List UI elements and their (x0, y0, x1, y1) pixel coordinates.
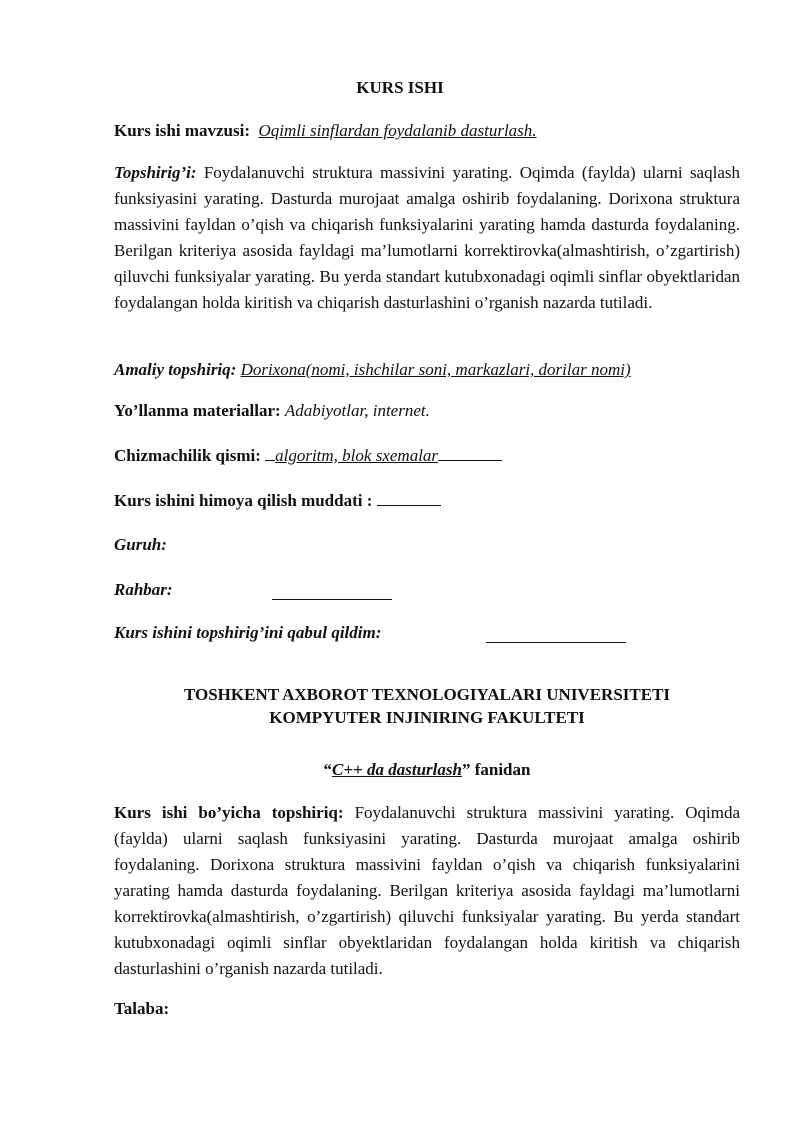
fan-suffix: ” fanidan (461, 760, 531, 779)
chizmachilik-line (114, 443, 740, 469)
kurs-topshiriq-label: Kurs ishi bo’yicha topshiriq: (114, 803, 344, 822)
chizmachilik-blank-right (438, 444, 502, 461)
rahbar-label: Rahbar: (114, 580, 173, 599)
qabul-line (114, 620, 740, 646)
rahbar-line (114, 577, 740, 603)
yollanma-value: Adabiyotlar, internet. (284, 401, 430, 420)
chizmachilik-value: algoritm, blok sxemalar (275, 446, 439, 465)
topshiriq-paragraph (114, 160, 740, 316)
qabul-signature-blank (486, 626, 626, 643)
guruh-label: Guruh: (114, 535, 167, 554)
kurs-topshiriq-text: Foydalanuvchi struktura massivini yarating. Oqimda (faylda) ularni saqlash funksiyasini yarating. Dasturda murojaat amalga oshirib foydalaning. Dorixona struktura massivini fayldan o’qish va chiqarish funksiyalarini yarating hamda dasturda foydalaning. Berilgan kriteriya asosida fayldagi ma’lumotlarni korrektirovka(almashtirish, o’zgartirish) qiluvchi funksiyalar yarating. Bu yerda standart kutubxonadagi oqimli sinflar obyektlaridan foydalangan holda kiritish va chiqarish dasturlashini o’rganish nazarda tutiladi. (114, 803, 741, 978)
himoya-label: Kurs ishini himoya qilish muddati : (114, 491, 373, 510)
document-title: KURS ISHI (356, 78, 444, 97)
university-line-2: KOMPYUTER INJINIRING FAKULTETI (269, 708, 585, 727)
himoya-line (114, 488, 740, 514)
kurs-topshiriq-paragraph (114, 800, 740, 982)
topshiriq-text: Foydalanuvchi struktura massivini yarating. Oqimda (faylda) ularni saqlash funksiyasini yarating. Dasturda murojaat amalga oshirib foydalaning. Dorixona struktura massivini fayldan o’qish va chiqarish funksiyalarini yarating hamda dasturda foydalaning. Berilgan kriteriya asosida fayldagi ma’lumotlarni korrektirovka(almashtirish, o’zgartirish) qiluvchi funksiyalar yarating. Bu yerda standart kutubxonadagi oqimli sinflar obyektlaridan foydalangan holda kiritish va chiqarish dasturlashini o’rganish nazarda tutiladi. (114, 163, 740, 312)
chizmachilik-blank-left (265, 444, 275, 461)
mavzu-label: Kurs ishi mavzusi: (114, 121, 251, 140)
university-line-1: TOSHKENT AXBOROT TEXNOLOGIYALARI UNIVERSITETI (183, 685, 671, 704)
amaliy-value: Dorixona(nomi, ishchilar soni, markazlari, dorilar nomi) (240, 360, 631, 379)
topshiriq-label: Topshirig’i: (114, 163, 197, 182)
qabul-label: Kurs ishini topshirig’ini qabul qildim: (114, 623, 382, 642)
amaliy-label: Amaliy topshiriq: (114, 360, 237, 379)
fan-open-quote: “ (323, 760, 333, 779)
yollanma-label: Yo’llanma materiallar: (114, 401, 281, 420)
guruh-line (114, 532, 740, 558)
fan-name: C++ da dasturlash (332, 760, 462, 779)
yollanma-line (114, 398, 740, 424)
fan-line (114, 757, 740, 783)
rahbar-signature-blank (272, 583, 392, 600)
talaba-line (114, 996, 740, 1022)
mavzu-value: Oqimli sinflardan foydalanib dasturlash. (258, 121, 537, 140)
talaba-label: Talaba: (114, 999, 170, 1018)
amaliy-line (114, 357, 740, 383)
chizmachilik-label: Chizmachilik qismi: (114, 446, 261, 465)
mavzu-line (114, 118, 740, 144)
himoya-blank (377, 489, 441, 506)
